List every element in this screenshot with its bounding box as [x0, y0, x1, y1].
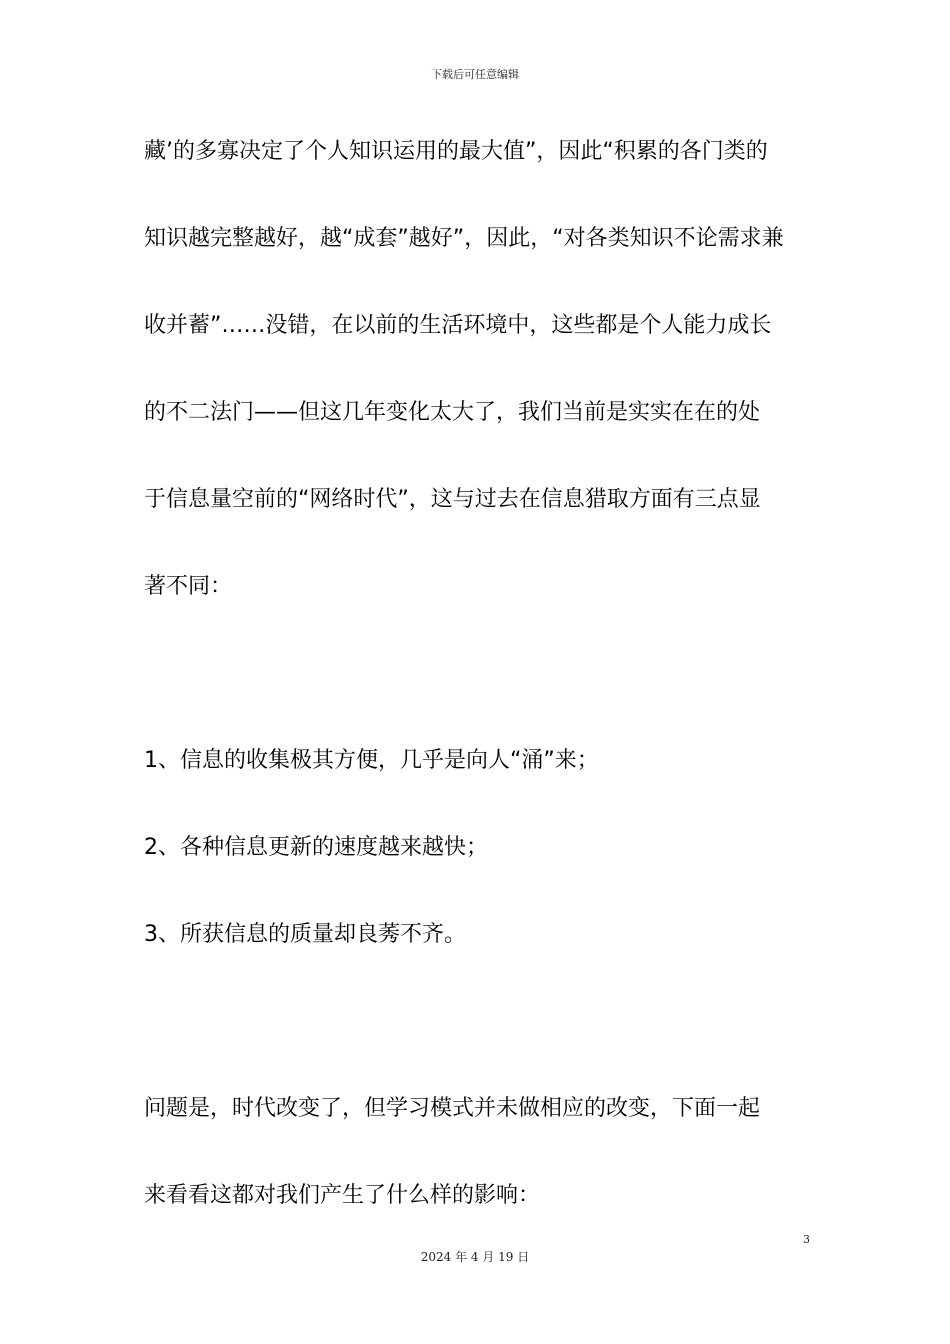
paragraph-1-line-3: 收并蓄”……没错，在以前的生活环境中，这些都是个人能力成长: [144, 313, 772, 338]
page-header: 下载后可任意编辑: [431, 68, 519, 81]
list-item-1: 1、信息的收集极其方便，几乎是向人“涌”来；: [144, 748, 599, 773]
paragraph-1-line-2: 知识越完整越好，越“成套”越好”，因此，“对各类知识不论需求兼: [144, 226, 784, 251]
paragraph-1-line-1: 藏’的多寡决定了个人知识运用的最大值”，因此“积累的各门类的: [144, 139, 768, 164]
paragraph-1-line-6: 著不同：: [144, 574, 233, 599]
page-number: 3: [803, 1233, 810, 1246]
paragraph-2-line-1: 问题是，时代改变了，但学习模式并未做相应的改变，下面一起: [144, 1096, 761, 1121]
paragraph-1-line-5: 于信息量空前的“网络时代”，这与过去在信息猎取方面有三点显: [144, 487, 761, 512]
paragraph-1-line-4: 的不二法门——但这几年变化太大了，我们当前是实实在在的处: [144, 400, 761, 425]
list-item-3: 3、所获信息的质量却良莠不齐。: [144, 922, 466, 947]
paragraph-2-line-2: 来看看这都对我们产生了什么样的影响：: [144, 1183, 541, 1208]
list-item-2: 2、各种信息更新的速度越来越快；: [144, 835, 488, 860]
footer-date: 2024 年 4 月 19 日: [420, 1250, 530, 1264]
